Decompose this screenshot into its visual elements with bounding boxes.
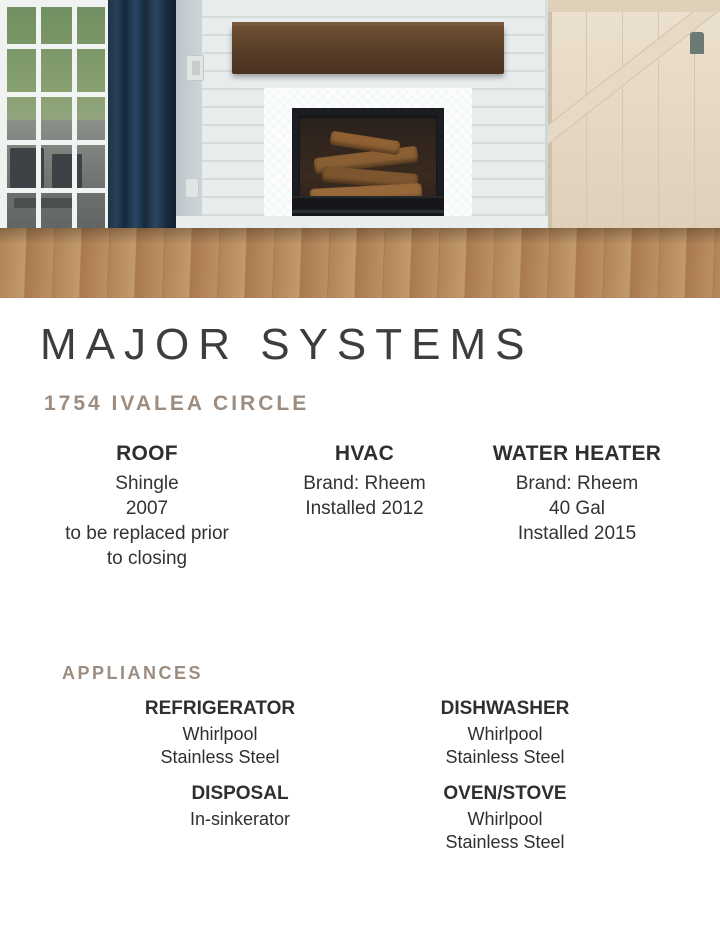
system-hvac (272, 442, 457, 521)
appliance-refrigerator-title: REFRIGERATOR (144, 698, 296, 719)
wood-mantel (232, 26, 504, 74)
property-address: 1754 IVALEA CIRCLE (44, 392, 310, 415)
window-frame (0, 0, 112, 250)
living-room-fireplace-photo (0, 0, 720, 298)
barn-door-top-trim (548, 0, 720, 12)
appliances-section-label: APPLIANCES (62, 663, 204, 683)
system-roof-line: 2007 (125, 498, 169, 519)
system-hvac-title: HVAC (334, 442, 395, 465)
system-water-heater (457, 442, 697, 546)
floor-shadow (0, 228, 720, 244)
appliance-oven-stove-line: Whirlpool (467, 809, 543, 829)
appliance-disposal (0, 783, 370, 854)
appliance-dishwasher-line: Whirlpool (467, 724, 543, 744)
appliance-dishwasher (370, 698, 700, 769)
candle (690, 32, 704, 54)
major-systems-row (0, 442, 720, 571)
system-hvac-line: Brand: Rheem (303, 473, 426, 494)
flyer-content (0, 298, 720, 854)
system-water-heater-line: Brand: Rheem (515, 473, 639, 494)
curtain (108, 0, 176, 248)
appliances-grid (0, 698, 720, 854)
appliance-refrigerator-line: Whirlpool (182, 724, 258, 744)
system-roof-line: Shingle (115, 473, 179, 494)
appliance-refrigerator-line: Stainless Steel (160, 747, 280, 767)
appliance-disposal-title: DISPOSAL (191, 783, 289, 804)
appliance-dishwasher-title: DISHWASHER (440, 698, 570, 719)
appliance-disposal-line: In-sinkerator (189, 809, 291, 829)
light-switch (185, 178, 199, 198)
window (0, 0, 112, 250)
appliance-dishwasher-line: Stainless Steel (445, 747, 565, 767)
wall-outlet (186, 55, 204, 81)
appliance-oven-stove-line: Stainless Steel (445, 832, 565, 852)
appliance-oven-stove-title: OVEN/STOVE (443, 783, 567, 804)
system-roof-line: to be replaced prior (65, 523, 229, 544)
system-water-heater-title: WATER HEATER (492, 442, 662, 465)
system-hvac-line: Installed 2012 (305, 498, 424, 519)
appliance-oven-stove (370, 783, 700, 854)
system-roof-line: to closing (106, 548, 188, 569)
system-roof (22, 442, 272, 571)
page-title: MAJOR SYSTEMS (40, 320, 534, 369)
system-water-heater-line: 40 Gal (549, 498, 605, 519)
appliance-refrigerator (0, 698, 370, 769)
system-roof-title: ROOF (116, 442, 178, 465)
system-water-heater-line: Installed 2015 (517, 523, 637, 544)
